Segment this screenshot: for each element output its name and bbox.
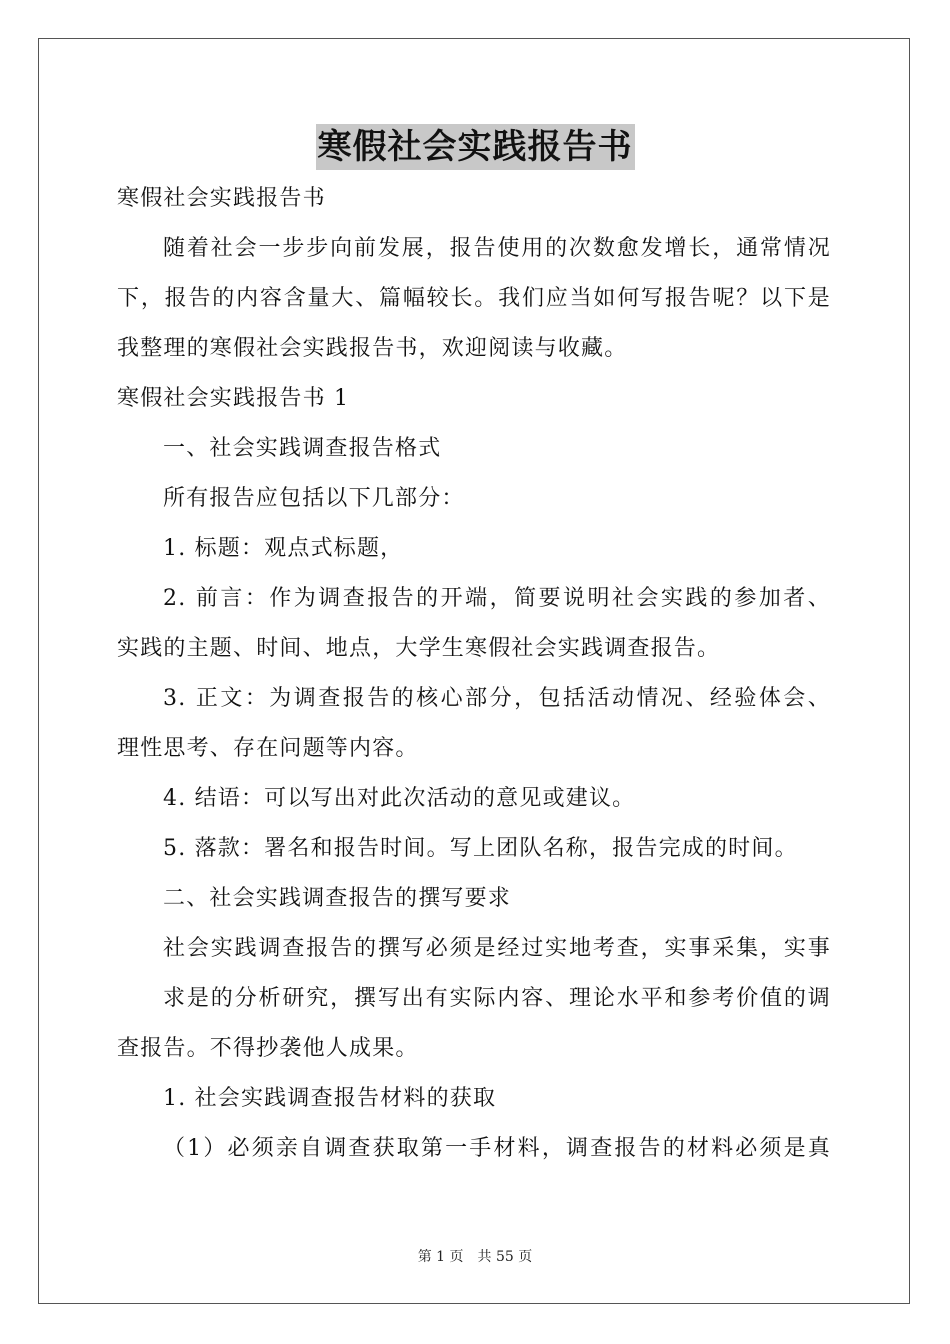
paragraph-line: （1）必须亲自调查获取第一手材料，调查报告的材料必须是真 [163, 1136, 831, 1161]
paragraph-line: 社会实践调查报告的撰写必须是经过实地考查，实事采集，实事 [163, 936, 831, 961]
document-title: 寒假社会实践报告书 [316, 124, 635, 170]
list-item-continuation: 实践的主题、时间、地点，大学生寒假社会实践调查报告。 [117, 636, 721, 661]
page-footer: 第 1 页 共 55 页 [417, 1249, 533, 1265]
paragraph-line: 我整理的寒假社会实践报告书，欢迎阅读与收藏。 [117, 336, 628, 361]
list-item-continuation: 理性思考、存在问题等内容。 [117, 736, 419, 761]
list-item: 2. 前言：作为调查报告的开端，简要说明社会实践的参加者、 [163, 586, 831, 611]
paragraph-line: 随着社会一步步向前发展，报告使用的次数愈发增长，通常情况 [163, 236, 831, 261]
paragraph-line: 所有报告应包括以下几部分： [163, 486, 465, 511]
list-item: 1. 社会实践调查报告材料的获取 [163, 1086, 497, 1111]
title-container [0, 124, 950, 170]
list-item: 4. 结语：可以写出对此次活动的意见或建议。 [163, 786, 636, 811]
list-item: 5. 落款：署名和报告时间。写上团队名称，报告完成的时间。 [163, 836, 798, 861]
section-heading: 寒假社会实践报告书 1 [117, 386, 350, 411]
paragraph-line: 下，报告的内容含量大、篇幅较长。我们应当如何写报告呢？以下是 [117, 286, 831, 311]
subtitle-line: 寒假社会实践报告书 [117, 186, 326, 211]
subsection-heading: 一、社会实践调查报告格式 [163, 436, 442, 461]
subsection-heading: 二、社会实践调查报告的撰写要求 [163, 886, 512, 911]
paragraph-line: 查报告。不得抄袭他人成果。 [117, 1036, 419, 1061]
list-item: 3. 正文：为调查报告的核心部分，包括活动情况、经验体会、 [163, 686, 831, 711]
page-border [38, 38, 910, 1304]
list-item: 1. 标题：观点式标题， [163, 536, 404, 561]
paragraph-line: 求是的分析研究，撰写出有实际内容、理论水平和参考价值的调 [163, 986, 831, 1011]
